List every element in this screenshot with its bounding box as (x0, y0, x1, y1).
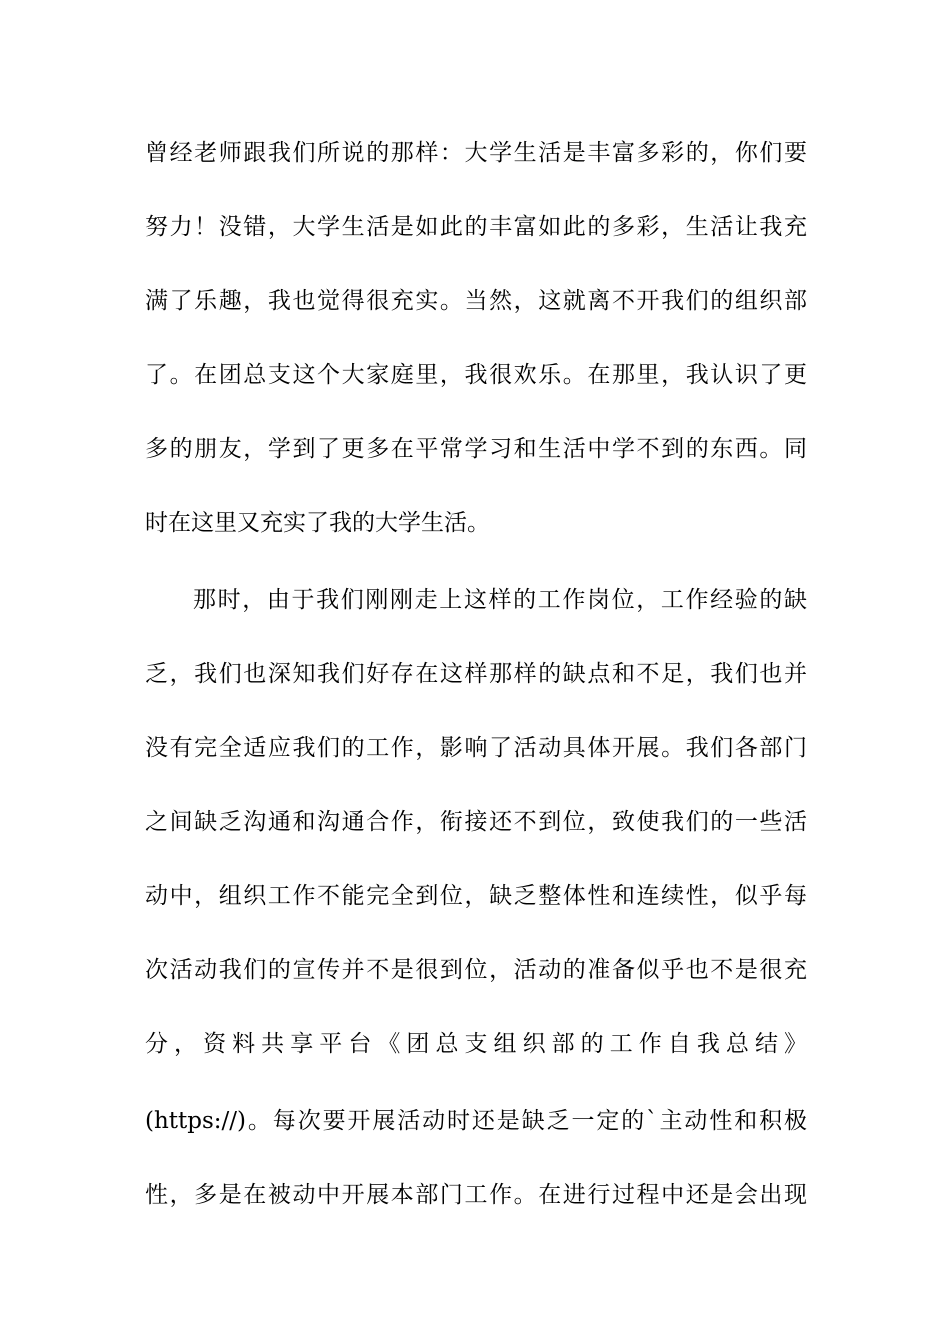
paragraph-first-line: 那时，由于我们刚刚走上这样的工作岗位，工作经验的缺 (193, 587, 807, 613)
text-line: 次活动我们的宣传并不是很到位，活动的准备似乎也不是很充 (145, 957, 807, 983)
text-line: 时在这里又充实了我的大学生活。 (145, 510, 490, 536)
text-line: 动中，组织工作不能完全到位，缺乏整体性和连续性，似乎每 (145, 883, 807, 909)
text-line: 分，资料共享平台《团总支组织部的工作自我总结》 (145, 1031, 807, 1057)
text-line: 乏，我们也深知我们好存在这样那样的缺点和不足，我们也并 (145, 661, 807, 687)
text-line: 多的朋友，学到了更多在平常学习和生活中学不到的东西。同 (145, 436, 807, 462)
text-line: 努力！没错，大学生活是如此的丰富如此的多彩，生活让我充 (145, 214, 807, 240)
text-line: (https://)。每次要开展活动时还是缺乏一定的`主动性和积极 (145, 1108, 807, 1134)
text-line: 曾经老师跟我们所说的那样：大学生活是丰富多彩的，你们要 (145, 140, 807, 166)
text-line: 满了乐趣，我也觉得很充实。当然，这就离不开我们的组织部 (145, 288, 807, 314)
text-line: 没有完全适应我们的工作，影响了活动具体开展。我们各部门 (145, 735, 807, 761)
text-line: 了。在团总支这个大家庭里，我很欢乐。在那里，我认识了更 (145, 362, 807, 388)
text-line: 之间缺乏沟通和沟通合作，衔接还不到位，致使我们的一些活 (145, 809, 807, 835)
text-line: 性，多是在被动中开展本部门工作。在进行过程中还是会出现 (145, 1182, 807, 1208)
